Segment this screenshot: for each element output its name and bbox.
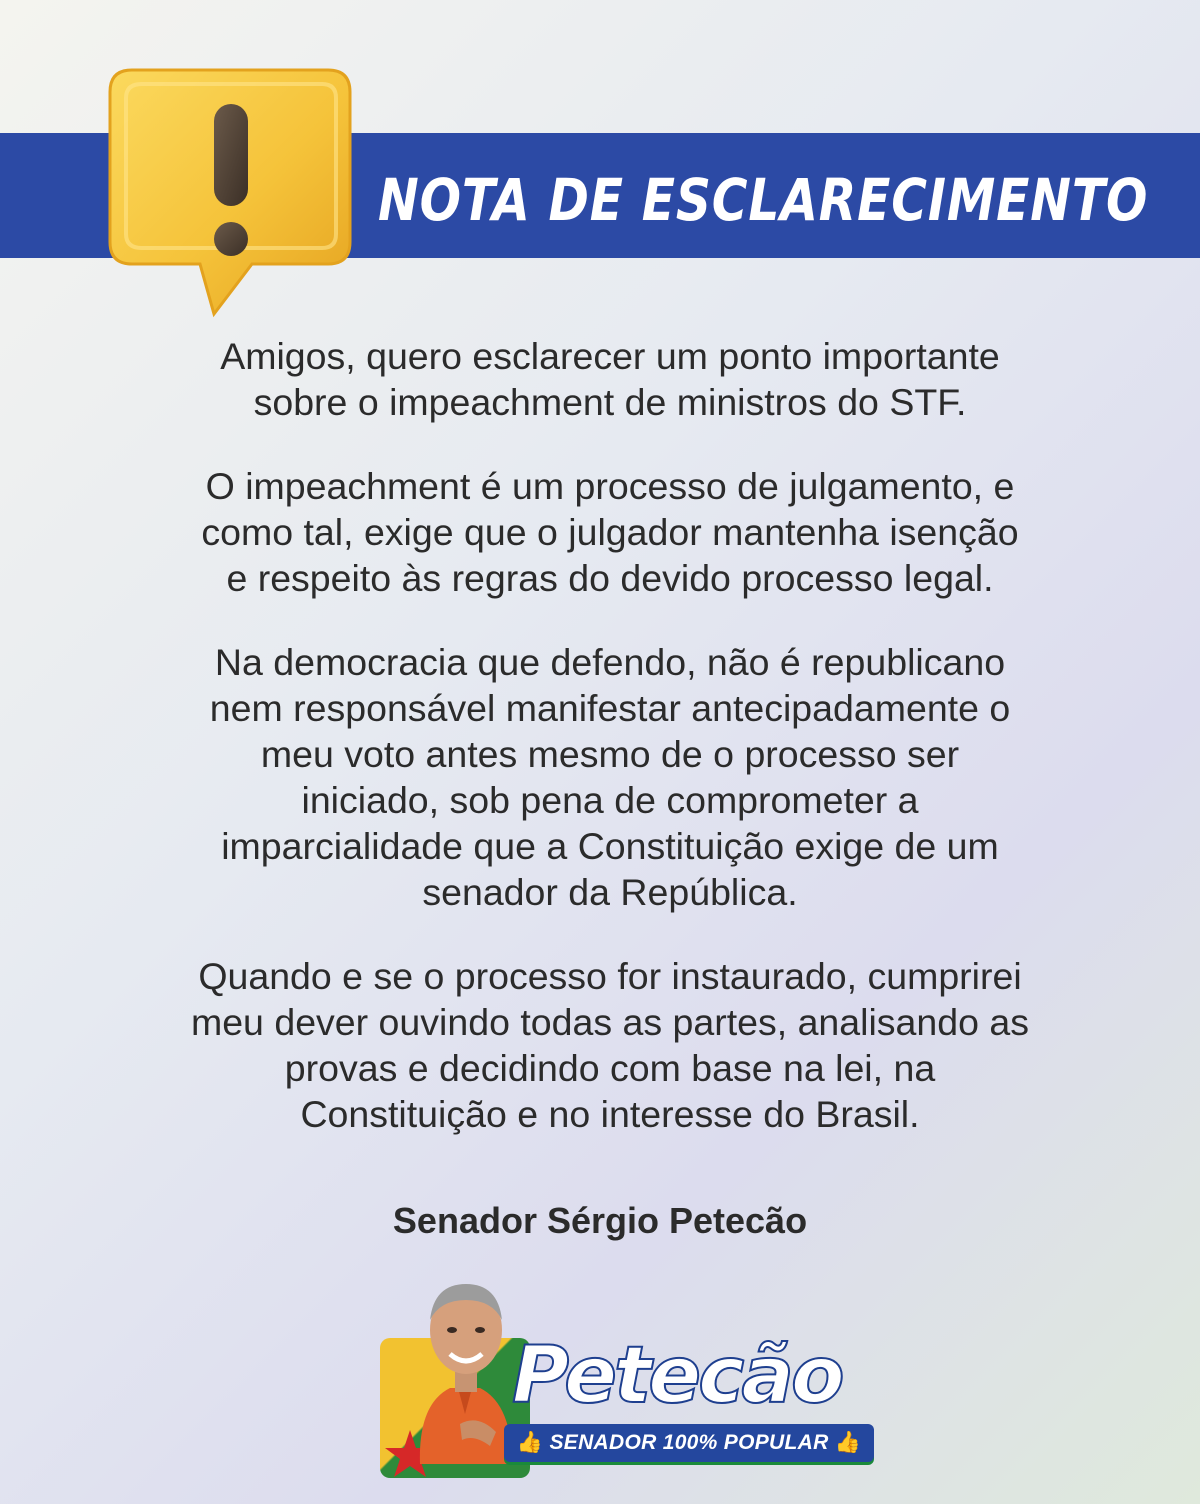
text-line: Na democracia que defendo, não é republicano [214, 641, 1006, 683]
page-title: NOTA DE ESCLARECIMENTO [378, 166, 1149, 234]
paragraph [120, 463, 1100, 601]
text-line: Quando e se o processo for instaurado, cumprirei [198, 955, 1022, 997]
text-line: O impeachment é um processo de julgamento, e [205, 465, 1015, 507]
paragraph [120, 333, 1100, 425]
text-line: Amigos, quero esclarecer um ponto importante [220, 335, 1000, 377]
campaign-logo [372, 1264, 882, 1484]
thumbs-up-icon: 👍 [834, 1431, 862, 1454]
paragraph [120, 953, 1100, 1137]
text-line: nem responsável manifestar antecipadamente o [209, 687, 1011, 729]
statement-body [120, 333, 1100, 1175]
text-line: iniciado, sob pena de comprometer a [301, 779, 919, 821]
text-line: provas e decidindo com base na lei, na [284, 1047, 936, 1089]
text-line: sobre o impeachment de ministros do STF. [253, 381, 967, 423]
tagline-text: SENADOR 100% POPULAR [549, 1431, 829, 1454]
signature: Senador Sérgio Petecão [392, 1200, 808, 1241]
paragraph [120, 639, 1100, 915]
logo-name: Petecão [512, 1331, 842, 1421]
logo-tagline [504, 1424, 874, 1462]
text-line: senador da República. [422, 871, 798, 913]
thumbs-up-icon: 👍 [516, 1431, 544, 1454]
text-line: meu dever ouvindo todas as partes, analisando as [190, 1001, 1030, 1043]
text-line: e respeito às regras do devido processo legal. [226, 557, 994, 599]
text-line: Constituição e no interesse do Brasil. [300, 1093, 920, 1135]
text-line: imparcialidade que a Constituição exige de um [221, 825, 999, 867]
text-line: como tal, exige que o julgador mantenha isenção [201, 511, 1019, 553]
exclamation-alert-icon [102, 62, 358, 324]
text-line: meu voto antes mesmo de o processo ser [260, 733, 960, 775]
